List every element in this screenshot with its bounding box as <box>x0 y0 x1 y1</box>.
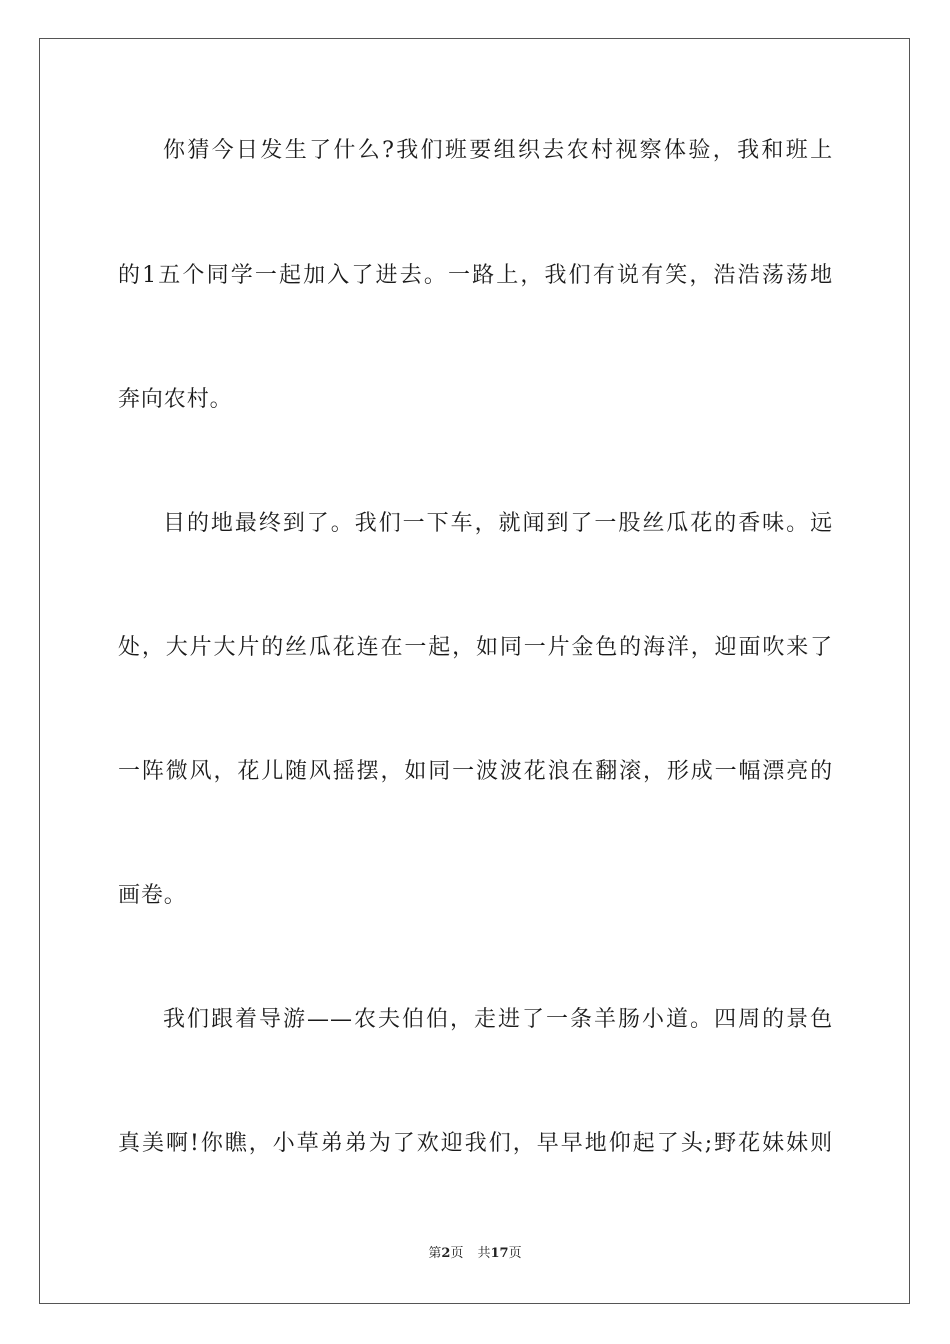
text-line: 我们跟着导游——农夫伯伯，走进了一条羊肠小道。四周的景色 <box>163 1007 833 1032</box>
page-suffix: 页 <box>450 1246 464 1261</box>
page-number: 2 <box>441 1246 451 1261</box>
total-pages: 17 <box>490 1246 509 1261</box>
text-line: 你猜今日发生了什么?我们班要组织去农村视察体验，我和班上 <box>163 138 833 163</box>
text-line: 奔向农村。 <box>118 387 233 412</box>
page-prefix: 第 <box>428 1246 442 1261</box>
page-footer <box>0 1245 950 1263</box>
text-line: 真美啊!你瞧，小草弟弟为了欢迎我们，早早地仰起了头;野花妹妹则 <box>118 1131 833 1156</box>
page-border <box>39 38 910 1304</box>
text-line: 目的地最终到了。我们一下车，就闻到了一股丝瓜花的香味。远 <box>163 511 833 536</box>
text-line: 画卷。 <box>118 883 187 908</box>
total-prefix: 共 <box>477 1246 491 1261</box>
text-line: 处，大片大片的丝瓜花连在一起，如同一片金色的海洋，迎面吹来了 <box>118 635 833 660</box>
text-line: 的1五个同学一起加入了进去。一路上，我们有说有笑，浩浩荡荡地 <box>118 263 833 288</box>
text-line: 一阵微风，花儿随风摇摆，如同一波波花浪在翻滚，形成一幅漂亮的 <box>118 759 833 784</box>
total-suffix: 页 <box>508 1246 522 1261</box>
